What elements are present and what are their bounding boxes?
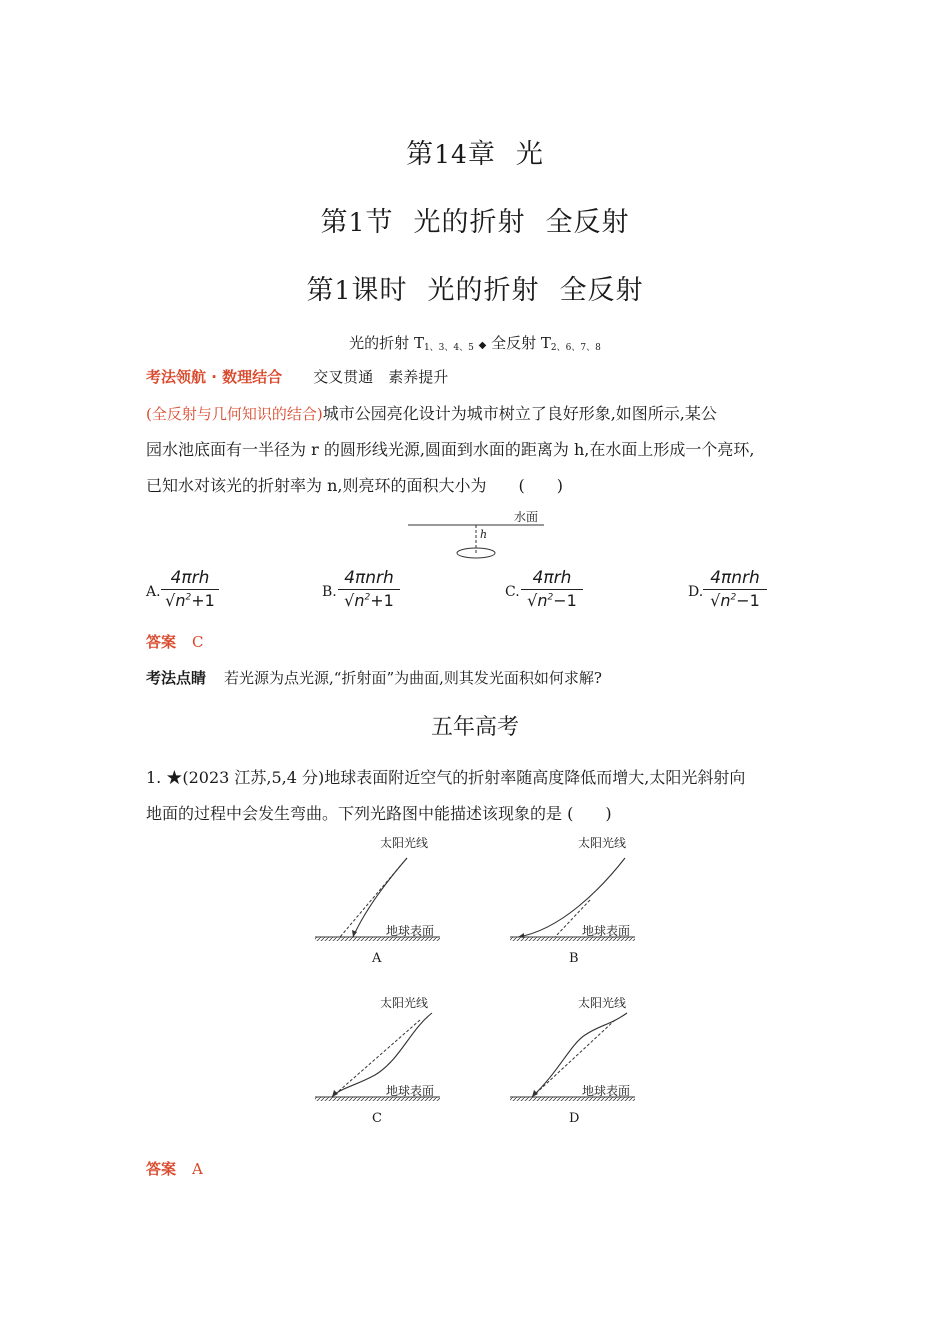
lesson-title: 第1课时 光的折射 全反射 [306, 275, 644, 306]
ground-label-c: 地球表面 [386, 1084, 435, 1098]
option-c-label: C. [505, 584, 520, 600]
arrow-c [332, 1090, 338, 1097]
ground-label-d: 地球表面 [582, 1084, 631, 1098]
q0-point: 考法点睛 若光源为点光源,“折射面”为曲面,则其发光面积如何求解? [146, 669, 602, 687]
height-label: h [480, 528, 488, 541]
sun-label-c: 太阳光线 [380, 996, 429, 1010]
sun-label-a: 太阳光线 [380, 836, 429, 850]
sun-label-b: 太阳光线 [578, 836, 627, 850]
caption-a: A [372, 951, 382, 966]
q1-stem: 1. ★(2023 江苏,5,4 分)地球表面附近空气的折射率随高度降低而增大,太阳光斜射向 地面的过程中会发生弯曲。下列光路图中能描述该现象的是 ( ) [146, 768, 746, 823]
ground-label-b: 地球表面 [582, 924, 631, 938]
option-c-fraction: 4πrh $√n^2-1$ [521, 568, 583, 610]
caption-c: C [372, 1111, 382, 1126]
five-year-heading: 五年高考 [430, 715, 519, 740]
sun-label-d: 太阳光线 [578, 996, 627, 1010]
option-a-fraction: 4πrh $√n^2+1$ [161, 568, 219, 610]
option-b-label: B. [322, 584, 337, 600]
q0-answer: 答案 C [146, 633, 204, 651]
caption-b: B [569, 951, 579, 966]
option-a-label: A. [146, 584, 161, 600]
water-surface-label: 水面 [514, 510, 539, 524]
guide-tag: 交叉贯通 素养提升 [313, 368, 449, 386]
ground-label-a: 地球表面 [386, 924, 435, 938]
arrow-d [532, 1090, 538, 1097]
guide-heading: 考法领航 · 数理结合 [146, 368, 283, 386]
caption-d: D [569, 1111, 580, 1126]
q0-stem: (全反射与几何知识的结合)城市公园亮化设计为城市树立了良好形象,如图所示,某公 园水池底面有一半径为 r 的圆形线光源,圆面到水面的距离为 h,在水面上形成一个亮环, 已知水对该光的折射率为 n,则亮环的面积大小为 ( ) [146, 404, 755, 495]
option-b-fraction: 4πnrh $√n^2+1$ [338, 568, 400, 610]
topics-line: 光的折射 $T_{1、3、4、5}$ ◆ 全反射 $T_{2、6、7、8}$ [349, 334, 601, 353]
option-d-label: D. [688, 584, 704, 600]
q1-answer: 答案 A [146, 1160, 203, 1178]
guide-heading-row [146, 366, 448, 387]
q0-tag: (全反射与几何知识的结合) [146, 405, 323, 423]
option-d-fraction: 4πnrh $√n^2-1$ [703, 568, 767, 610]
chapter-title: 第14章 光 [406, 139, 544, 170]
section-title: 第1节 光的折射 全反射 [320, 207, 630, 238]
